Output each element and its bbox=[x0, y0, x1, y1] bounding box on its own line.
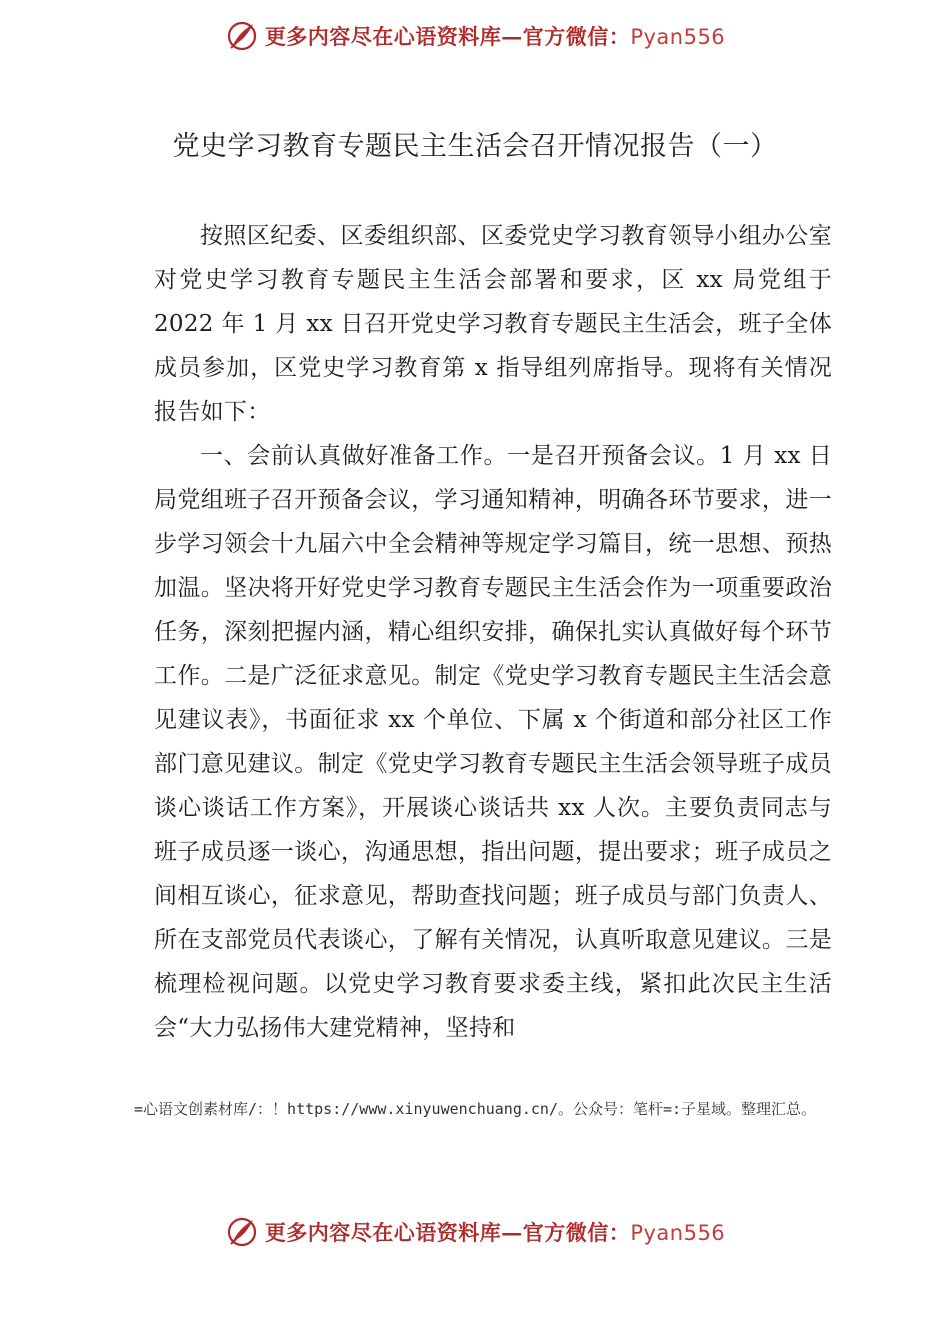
document-title: 党史学习教育专题民主生活会召开情况报告（一） bbox=[172, 131, 778, 162]
quill-pen-icon bbox=[225, 19, 259, 53]
banner-text: 更多内容尽在心语资料库—官方微信：Pyan556 bbox=[264, 24, 726, 49]
paragraph-intro: 按照区纪委、区委组织部、区委党史学习教育领导小组办公室对党史学习教育专题民主生活会部署和要求，区 xx 局党组于 2022 年 1 月 xx 日召开党史学习教育专题民主生活会，班子全体成员参加，区党史学习教育第 x 指导组列席指导。现将有关情况报告如下： bbox=[154, 223, 832, 425]
wechat-id: Pyan556 bbox=[630, 25, 726, 49]
banner-text: 更多内容尽在心语资料库—官方微信：Pyan556 bbox=[264, 1220, 726, 1245]
footnote: =心语文创素材库/：！https://www.xinyuwenchuang.cn/。公众号：笔杆=:子星域。整理汇总。 bbox=[134, 1100, 817, 1118]
header-banner bbox=[0, 14, 950, 58]
wechat-id: Pyan556 bbox=[630, 1221, 726, 1245]
footer-banner bbox=[0, 1210, 950, 1254]
paragraph-preparation: 一、会前认真做好准备工作。一是召开预备会议。1 月 xx 日局党组班子召开预备会议，学习通知精神，明确各环节要求，进一步学习领会十九届六中全会精神等规定学习篇目，统一思想、预热加温。坚决将开好党史学习教育专题民主生活会作为一项重要政治任务，深刻把握内涵，精心组织安排，确保扎实认真做好每个环节工作。二是广泛征求意见。制定《党史学习教育专题民主生活会意见建议表》，书面征求 xx 个单位、下属 x 个街道和部分社区工作部门意见建议。制定《党史学习教育专题民主生活会领导班子成员谈心谈话工作方案》，开展谈心谈话共 xx 人次。主要负责同志与班子成员逐一谈心，沟通思想，指出问题，提出要求；班子成员之间相互谈心，征求意见，帮助查找问题；班子成员与部门负责人、所在支部党员代表谈心，了解有关情况，认真听取意见建议。三是梳理检视问题。以党史学习教育要求委主线，紧扣此次民主生活会“大力弘扬伟大建党精神，坚持和 bbox=[154, 443, 832, 1041]
document-body bbox=[154, 214, 832, 1050]
quill-pen-icon bbox=[225, 1215, 259, 1249]
